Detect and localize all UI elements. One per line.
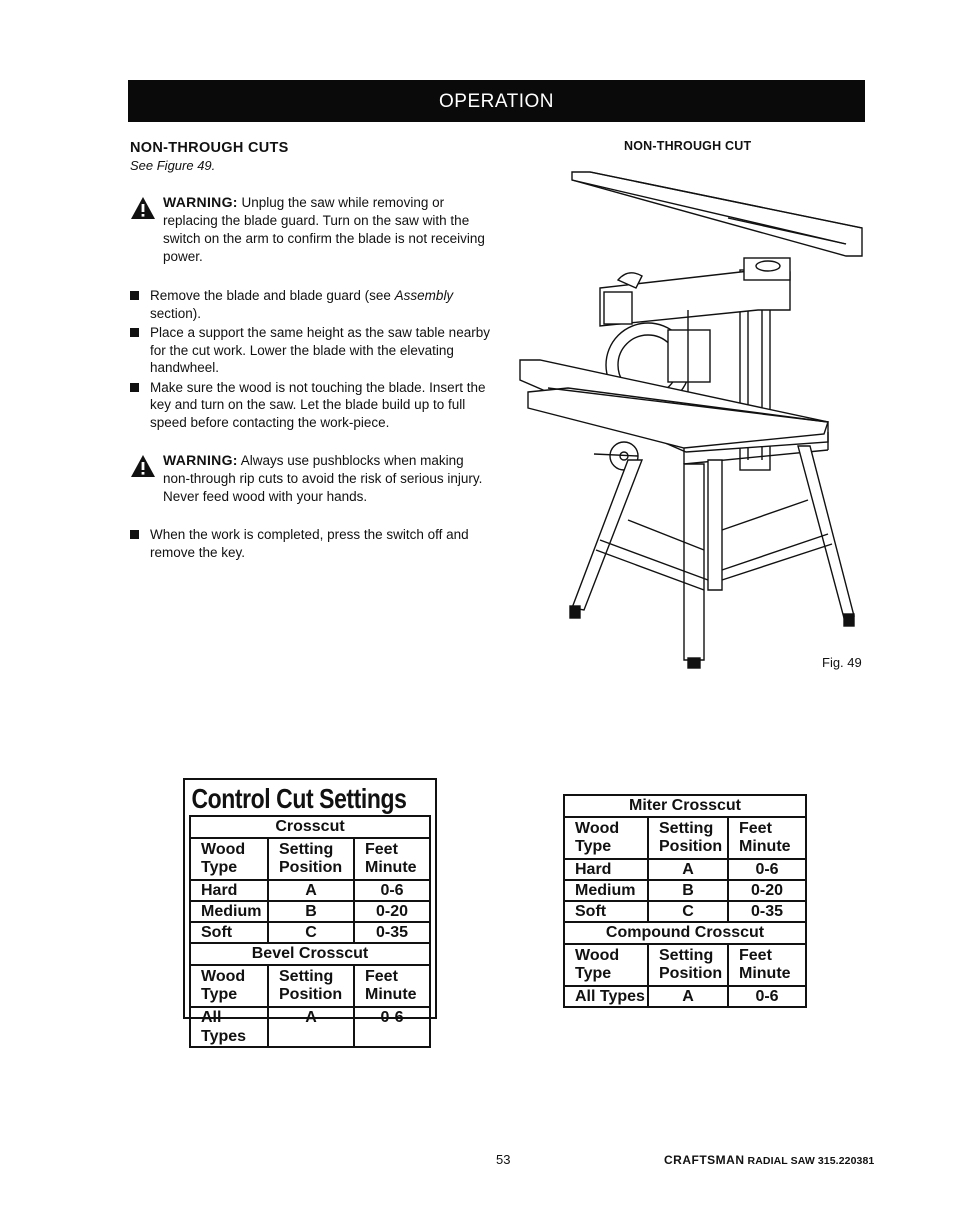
feet-minute-cell: 0-35 [375,924,409,941]
warning-icon [130,454,156,478]
wood-type-cell: Medium [191,902,269,921]
model-number: RADIAL SAW 315.220381 [747,1155,875,1167]
wood-type-header: Wood Type [565,945,649,985]
feet-minute-header: Feet Minute [365,968,417,1003]
brand-logo: CRAFTSMAN [664,1153,745,1167]
section-banner: OPERATION [128,80,865,122]
column-headers-row [565,945,805,987]
setting-position-header: Setting Position [269,839,355,879]
wood-type-header: Wood Type [191,839,269,879]
column-headers-row [191,839,429,881]
table-row [191,902,429,923]
wood-type-cell: Medium [565,881,649,900]
setting-cell: B [649,881,729,900]
wood-type-header: Wood Type [565,818,649,858]
warning-text: Always use pushblocks when making non-through rip cuts to avoid the risk of serious injury. Never feed wood with your hands. [163,453,483,504]
table-row [565,881,805,902]
crosscut-header: Crosscut [191,817,429,839]
see-figure-reference: See Figure 49. [130,158,216,173]
feet-minute-cell: 0-20 [375,903,409,920]
step-text: Make sure the wood is not touching the blade. Insert the key and turn on the saw. Let the blade build up to full speed before contacting the work-piece. [150,379,486,430]
column-headers-row [565,818,805,860]
miter-compound-settings-table [563,794,807,1008]
table-row [565,902,805,923]
setting-cell: A [269,881,355,900]
instructions-column [130,140,490,563]
table-row [565,987,805,1006]
setting-position-header: Setting Position [649,945,729,985]
feet-minute-cell: 0-6 [755,861,779,878]
feet-minute-cell: 0-20 [750,882,784,899]
list-item [130,324,490,377]
feet-minute-header: Feet Minute [739,947,791,982]
warning-text: Unplug the saw while removing or replacing the blade guard. Turn on the saw with the switch on the arm to confirm the blade is not receiving power. [163,195,485,264]
warning-label: WARNING: [163,452,238,468]
wood-type-cell: All Types [191,1008,269,1046]
bullet-square-icon [130,383,139,392]
bullet-square-icon [130,291,139,300]
table-row [191,1008,429,1048]
section-title: NON-THROUGH CUTS [130,140,289,156]
step-text: Place a support the same height as the saw table nearby for the cut work. Lower the blade with the elevating handwheel. [150,325,490,375]
crosscut-settings-grid [189,815,431,1048]
feet-minute-cell: 0-6 [380,1009,404,1026]
bullet-square-icon [130,328,139,337]
warning-label: WARNING: [163,194,238,210]
radial-saw-illustration [508,160,868,670]
warning-block-2 [130,451,490,506]
setting-cell: A [649,987,729,1006]
wood-type-cell: All Types [565,987,649,1006]
bullet-square-icon [130,530,139,539]
setting-position-header: Setting Position [269,966,355,1006]
setting-position-header: Setting Position [649,818,729,858]
bevel-crosscut-header: Bevel Crosscut [191,944,429,966]
footer-brand [664,1153,874,1167]
column-headers-row [191,966,429,1008]
feet-minute-cell: 0-6 [380,882,404,899]
wood-type-cell: Soft [191,923,269,942]
wood-type-cell: Hard [191,881,269,900]
step-text: Remove the blade and blade guard (see [150,288,395,303]
step-emphasis: Assembly [394,288,454,303]
final-steps-list [130,526,490,561]
miter-crosscut-header: Miter Crosscut [565,796,805,818]
list-item [130,379,490,432]
figure-number: Fig. 49 [822,655,862,670]
warning-icon [130,196,156,220]
setting-cell: B [269,902,355,921]
figure-caption: NON-THROUGH CUT [624,139,752,153]
feet-minute-header: Feet Minute [365,841,417,876]
setting-cell: A [269,1008,355,1046]
warning-block-1 [130,193,490,266]
step-text-end: section). [150,305,202,321]
control-cut-settings-table [183,778,437,1045]
table-title: Control Cut Settings [191,783,407,814]
table-row [191,881,429,902]
table-row [191,923,429,944]
feet-minute-cell: 0-6 [755,988,779,1005]
table-row [565,860,805,881]
feet-minute-header: Feet Minute [739,820,791,855]
setting-cell: C [269,923,355,942]
setting-cell: A [649,860,729,879]
wood-type-cell: Soft [565,902,649,921]
list-item [130,526,490,561]
page-number: 53 [496,1152,511,1167]
step-text: When the work is completed, press the switch off and remove the key. [150,527,469,560]
setting-cell: C [649,902,729,921]
feet-minute-cell: 0-35 [750,903,784,920]
compound-crosscut-header: Compound Crosscut [565,923,805,945]
steps-list [130,287,490,431]
wood-type-cell: Hard [565,860,649,879]
list-item [130,287,490,322]
wood-type-header: Wood Type [191,966,269,1006]
